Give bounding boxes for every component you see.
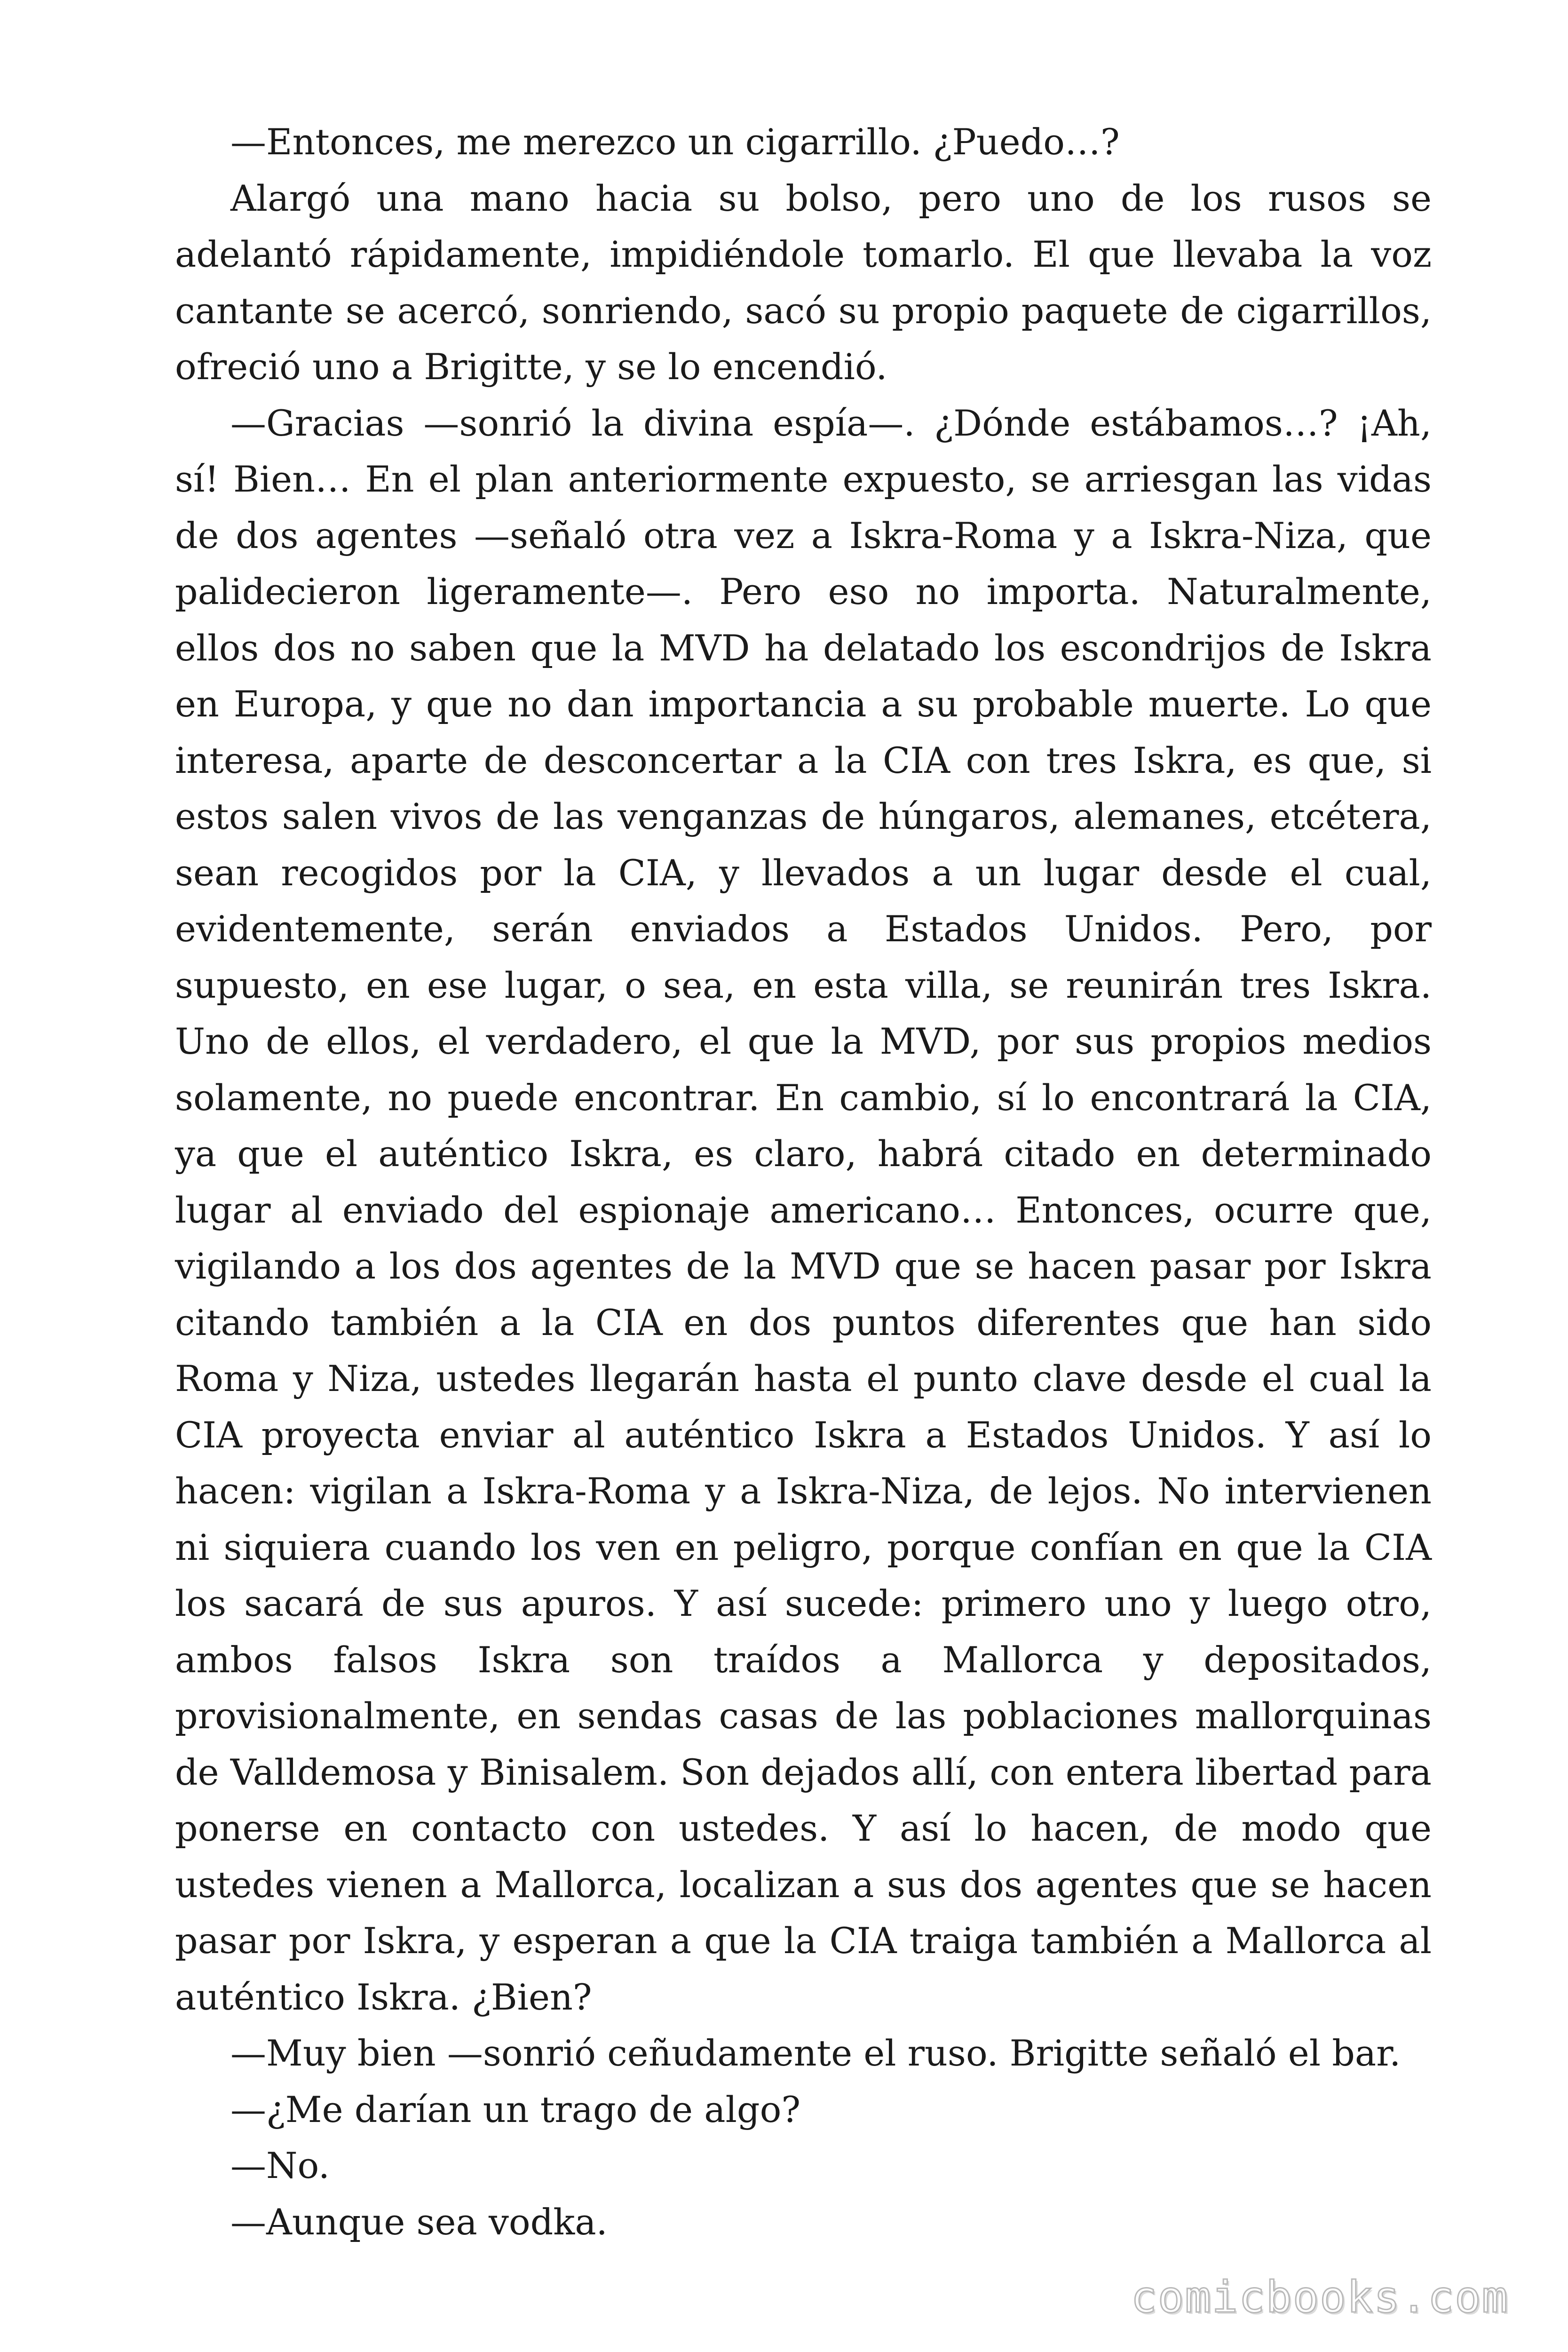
watermark-text: comicbooks.com (1131, 2272, 1509, 2322)
paragraph: —Gracias —sonrió la divina espía—. ¿Dónde estábamos…? ¡Ah, sí! Bien… En el plan anteriormente expuesto, se arriesgan las vidas de dos agentes —señaló otra vez a Iskra-Roma y a Iskra-Niza, que palidecieron ligeramente—. Pero eso no importa. Naturalmente, ellos dos no saben que la MVD ha delatado los escondrijos de Iskra en Europa, y que no dan importancia a su probable muerte. Lo que interesa, aparte de desconcertar a la CIA con tres Iskra, es que, si estos salen vivos de las venganzas de húngaros, alemanes, etcétera, sean recogidos por la CIA, y llevados a un lugar desde el cual, evidentemente, serán enviados a Estados Unidos. Pero, por supuesto, en ese lugar, o sea, en esta villa, se reunirán tres Iskra. Uno de ellos, el verdadero, el que la MVD, por sus propios medios solamente, no puede encontrar. En cambio, sí lo encontrará la CIA, ya que el auténtico Iskra, es claro, habrá citado en determinado lugar al enviado del espionaje americano… Entonces, ocurre que, vigilando a los dos agentes de la MVD que se hacen pasar por Iskra citando también a la CIA en dos puntos diferentes que han sido Roma y Niza, ustedes llegarán hasta el punto clave desde el cual la CIA proyecta enviar al auténtico Iskra a Estados Unidos. Y así lo hacen: vigilan a Iskra-Roma y a Iskra-Niza, de lejos. No intervienen ni siquiera cuando los ven en peligro, porque confían en que la CIA los sacará de sus apuros. Y así sucede: primero uno y luego otro, ambos falsos Iskra son traídos a Mallorca y depositados, provisionalmente, en sendas casas de las poblaciones mallorquinas de Valldemosa y Binisalem. Son dejados allí, con entera libertad para ponerse en contacto con ustedes. Y así lo hacen, de modo que ustedes vienen a Mallorca, localizan a sus dos agentes que se hacen pasar por Iskra, y esperan a que la CIA traiga también a Mallorca al auténtico Iskra. ¿Bien? (175, 402, 1432, 2018)
paragraph: —Muy bien —sonrió ceñudamente el ruso. Brigitte señaló el bar. (230, 2032, 1401, 2074)
paragraph: Alargó una mano hacia su bolso, pero uno de los rusos se adelantó rápidamente, impidiéndole tomarlo. El que llevaba la voz cantante se acercó, sonriendo, sacó su propio paquete de cigarrillos, ofreció uno a Brigitte, y se lo encendió. (175, 177, 1432, 388)
paragraph: —Aunque sea vodka. (230, 2201, 608, 2243)
paragraph: —¿Me darían un trago de algo? (230, 2088, 801, 2130)
body-text (175, 114, 1432, 2250)
paragraph: —No. (230, 2145, 330, 2186)
paragraph: —Entonces, me merezco un cigarrillo. ¿Puedo…? (230, 121, 1120, 163)
